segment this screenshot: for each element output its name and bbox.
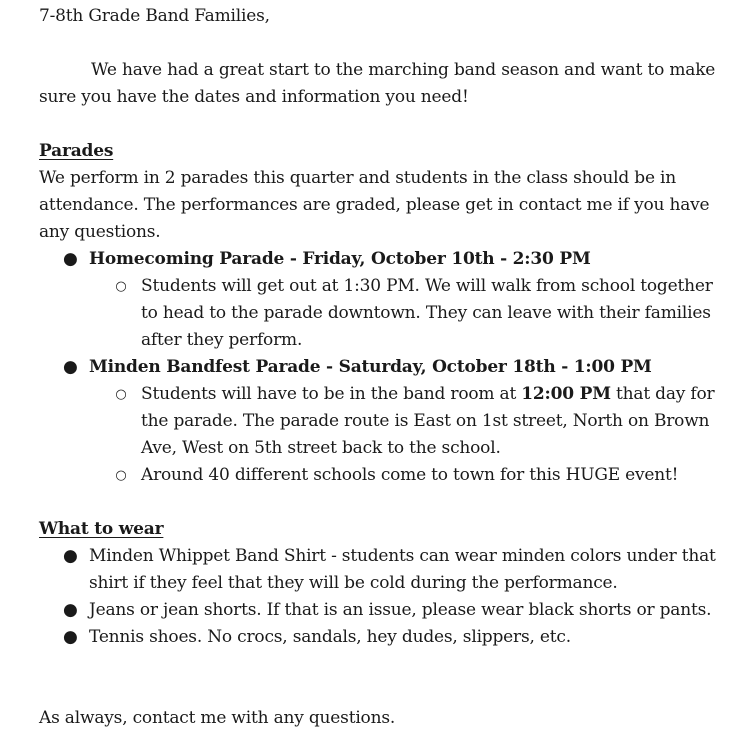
parade-detail-text: Students will have to be in the band room at (141, 384, 522, 404)
attire-item (63, 624, 729, 651)
parade-detail-list (89, 381, 729, 489)
greeting: 7-8th Grade Band Families, (39, 6, 270, 26)
parades-section (39, 138, 729, 489)
parade-item-homecoming (63, 246, 729, 354)
intro-paragraph: We have had a great start to the marching band season and want to make sure you have the dates and information you need! (39, 60, 716, 107)
parade-heading: Minden Bandfest Parade - Saturday, October 18th - 1:00 PM (89, 357, 652, 377)
parade-detail-text: Around 40 different schools come to town for this HUGE event! (141, 465, 679, 485)
hollow-bullet-icon: ○ (115, 279, 127, 294)
bullet-icon: ● (63, 600, 78, 620)
bullet-icon: ● (63, 249, 78, 269)
hollow-bullet-icon: ○ (115, 387, 127, 402)
attire-item-text: Tennis shoes. No crocs, sandals, hey dudes, slippers, etc. (89, 627, 571, 647)
attire-title: What to wear (39, 519, 164, 539)
parade-detail-list (89, 273, 729, 354)
parade-list (39, 246, 729, 489)
attire-item-text: Minden Whippet Band Shirt - students can wear minden colors under that shirt if they feel that they will be cold during the performance. (89, 546, 716, 593)
closing-line: As always, contact me with any questions. (39, 708, 396, 728)
letter-document (39, 3, 729, 732)
parades-title: Parades (39, 141, 114, 161)
parade-heading: Homecoming Parade - Friday, October 10th - 2:30 PM (89, 249, 591, 269)
parades-description: We perform in 2 parades this quarter and students in the class should be in attendance. The performances are graded, please get in contact me if you have any questions. (39, 168, 710, 242)
arrival-time: 12:00 PM (521, 384, 611, 404)
attire-item (63, 543, 729, 597)
parade-detail (115, 273, 729, 354)
hollow-bullet-icon: ○ (115, 468, 127, 483)
parade-detail (115, 462, 729, 489)
attire-list (39, 543, 729, 651)
parade-item-bandfest (63, 354, 729, 489)
parade-detail-text: Students will get out at 1:30 PM. We will walk from school together to head to the parade downtown. They can leave with their families after they perform. (141, 276, 713, 350)
attire-section (39, 516, 729, 651)
bullet-icon: ● (63, 627, 78, 647)
parade-detail-text: that day for the parade. The parade route is East on 1st street, North on Brown Ave, West on 5th street back to the school. (141, 384, 715, 458)
bullet-icon: ● (63, 546, 78, 566)
bullet-icon: ● (63, 357, 78, 377)
attire-item-text: Jeans or jean shorts. If that is an issue, please wear black shorts or pants. (89, 600, 712, 620)
attire-item (63, 597, 729, 624)
parade-detail (115, 381, 729, 462)
spacer (39, 651, 729, 705)
